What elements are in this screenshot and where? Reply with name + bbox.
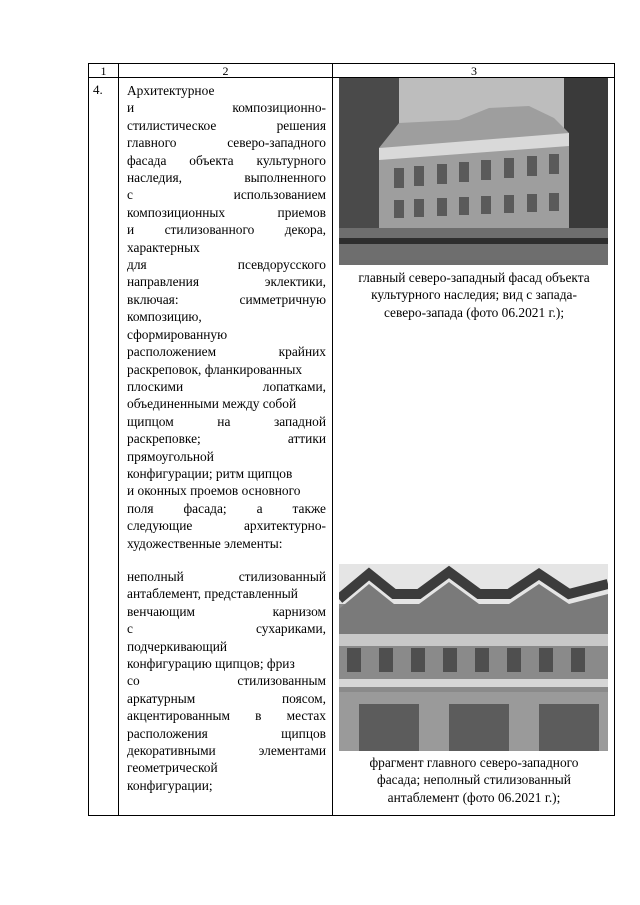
text-word: местах: [286, 708, 326, 724]
text-word: расположения: [127, 725, 208, 741]
text-word: неполный: [127, 569, 184, 584]
text-line: [127, 448, 326, 465]
text-word: для: [127, 257, 147, 273]
entablature-photo: [339, 564, 608, 751]
text-word: стилистическое: [127, 117, 217, 133]
text-line: [127, 378, 326, 395]
text-word: решения: [276, 117, 326, 133]
text-word: также: [292, 500, 326, 516]
text-word: конфигурации; ритм щипцов: [127, 465, 293, 481]
text-line: [127, 361, 326, 378]
text-word: стилизованный: [238, 569, 326, 584]
text-word: декоративными: [127, 743, 216, 759]
text-line: [127, 395, 326, 412]
text-word: акцентированным: [127, 708, 231, 724]
text-word: выполненного: [244, 170, 326, 186]
text-word: расположением: [127, 344, 217, 360]
text-line: [127, 117, 326, 134]
text-word: псевдорусского: [237, 257, 326, 273]
text-word: лопатками,: [262, 378, 326, 394]
text-word: со: [127, 673, 140, 689]
text-word: следующие: [127, 518, 193, 534]
caption-line: фасада; неполный стилизованный: [377, 772, 571, 788]
text-word: а: [256, 500, 263, 516]
text-word: приемов: [277, 204, 326, 220]
text-word: объединенными между собой: [127, 396, 297, 412]
caption-line: главный северо-западный фасад объекта: [358, 270, 590, 285]
text-word: и: [127, 222, 135, 238]
text-line: [127, 291, 326, 308]
text-word: включая:: [127, 291, 179, 307]
text-line: [127, 204, 326, 221]
text-line: [127, 430, 326, 447]
text-line: [127, 603, 326, 620]
text-word: использованием: [233, 187, 326, 203]
description-paragraph-2: [127, 568, 326, 794]
text-line: [127, 638, 326, 655]
facade-photo: [339, 78, 608, 265]
text-word: в: [255, 708, 262, 724]
text-line: [127, 308, 326, 325]
text-line: [127, 725, 326, 742]
text-word: раскреповке;: [127, 431, 201, 447]
text-line: [127, 134, 326, 151]
caption-line: северо-запада (фото 06.2021 г.);: [383, 304, 565, 320]
text-word: главного: [127, 135, 177, 151]
text-word: архитектурно-: [243, 518, 326, 534]
text-word: с: [127, 187, 133, 203]
text-word: поля: [127, 500, 154, 516]
text-line: [127, 777, 326, 794]
text-word: Архитектурное: [127, 83, 215, 98]
text-line: [127, 169, 326, 186]
row-number: 4.: [93, 82, 103, 97]
text-line: [127, 585, 326, 602]
text-line: [127, 82, 326, 99]
caption-line: фрагмент главного северо-западного: [369, 755, 579, 770]
text-line: [127, 655, 326, 672]
caption-line: антаблемент (фото 06.2021 г.);: [387, 789, 561, 805]
column-header-2: 2: [222, 64, 229, 78]
text-line: [127, 239, 326, 256]
text-word: фасада: [127, 152, 167, 168]
text-line: [127, 186, 326, 203]
column-divider: [332, 64, 333, 815]
text-word: фасада;: [183, 500, 227, 516]
text-word: объекта: [189, 152, 234, 168]
text-word: сухариками,: [255, 621, 326, 637]
text-word: композицию,: [127, 309, 202, 325]
text-line: [127, 413, 326, 430]
text-line: [127, 690, 326, 707]
facade-photo-image: [339, 78, 608, 265]
text-line: [127, 482, 326, 499]
text-word: и: [127, 100, 135, 116]
column-header-3: 3: [471, 64, 477, 78]
text-line: [127, 256, 326, 273]
text-word: характерных: [127, 239, 200, 255]
data-table: [88, 63, 615, 816]
caption-line: культурного наследия; вид с запада-: [371, 287, 577, 303]
text-line: [127, 620, 326, 637]
text-line: [127, 465, 326, 482]
text-word: стилизованным: [237, 673, 326, 689]
text-word: конфигурации;: [127, 777, 213, 793]
text-word: щипцов: [281, 725, 326, 741]
text-line: [127, 152, 326, 169]
text-word: плоскими: [127, 378, 184, 394]
text-word: культурного: [256, 152, 326, 168]
text-line: [127, 221, 326, 238]
text-word: композиционно-: [232, 100, 326, 116]
text-line: [127, 742, 326, 759]
text-word: прямоугольной: [127, 448, 214, 464]
text-line: [127, 517, 326, 534]
text-line: [127, 326, 326, 343]
text-word: подчеркивающий: [127, 638, 228, 654]
text-word: и оконных проемов основного: [127, 483, 301, 499]
text-word: аттики: [287, 431, 326, 447]
text-word: композиционных: [127, 204, 226, 220]
text-word: с: [127, 621, 133, 637]
facade-photo-caption: [335, 269, 613, 321]
text-word: конфигурацию щипцов; фриз: [127, 656, 295, 672]
text-word: сформированную: [127, 326, 228, 342]
text-line: [127, 672, 326, 689]
text-line: [127, 535, 326, 552]
description-paragraph-1: [127, 82, 326, 552]
text-word: крайних: [278, 344, 326, 360]
text-word: геометрической: [127, 760, 218, 776]
entablature-photo-caption: [335, 754, 613, 806]
text-word: щипцом: [127, 413, 174, 429]
text-word: антаблемент, представленный: [127, 586, 298, 602]
text-word: элементами: [258, 743, 326, 759]
text-word: эклектики,: [264, 274, 326, 290]
text-word: северо-западного: [227, 135, 326, 151]
text-line: [127, 273, 326, 290]
text-line: [127, 99, 326, 116]
column-header-1: 1: [100, 64, 107, 78]
text-word: наследия,: [127, 170, 182, 186]
text-word: аркатурным: [127, 690, 196, 706]
text-word: западной: [273, 413, 326, 429]
column-divider: [118, 64, 119, 815]
text-word: карнизом: [272, 603, 326, 619]
text-word: раскреповок, фланкированных: [127, 361, 303, 377]
text-line: [127, 500, 326, 517]
text-word: декора,: [284, 222, 326, 238]
text-word: симметричную: [239, 291, 326, 307]
text-word: направления: [127, 274, 200, 290]
entablature-photo-image: [339, 564, 608, 751]
text-line: [127, 568, 326, 585]
text-word: поясом,: [282, 690, 326, 706]
text-word: на: [217, 413, 231, 429]
text-line: [127, 759, 326, 776]
text-word: художественные элементы:: [127, 535, 283, 551]
text-line: [127, 343, 326, 360]
text-word: венчающим: [127, 603, 195, 619]
text-word: стилизованного: [164, 222, 255, 238]
text-line: [127, 707, 326, 724]
